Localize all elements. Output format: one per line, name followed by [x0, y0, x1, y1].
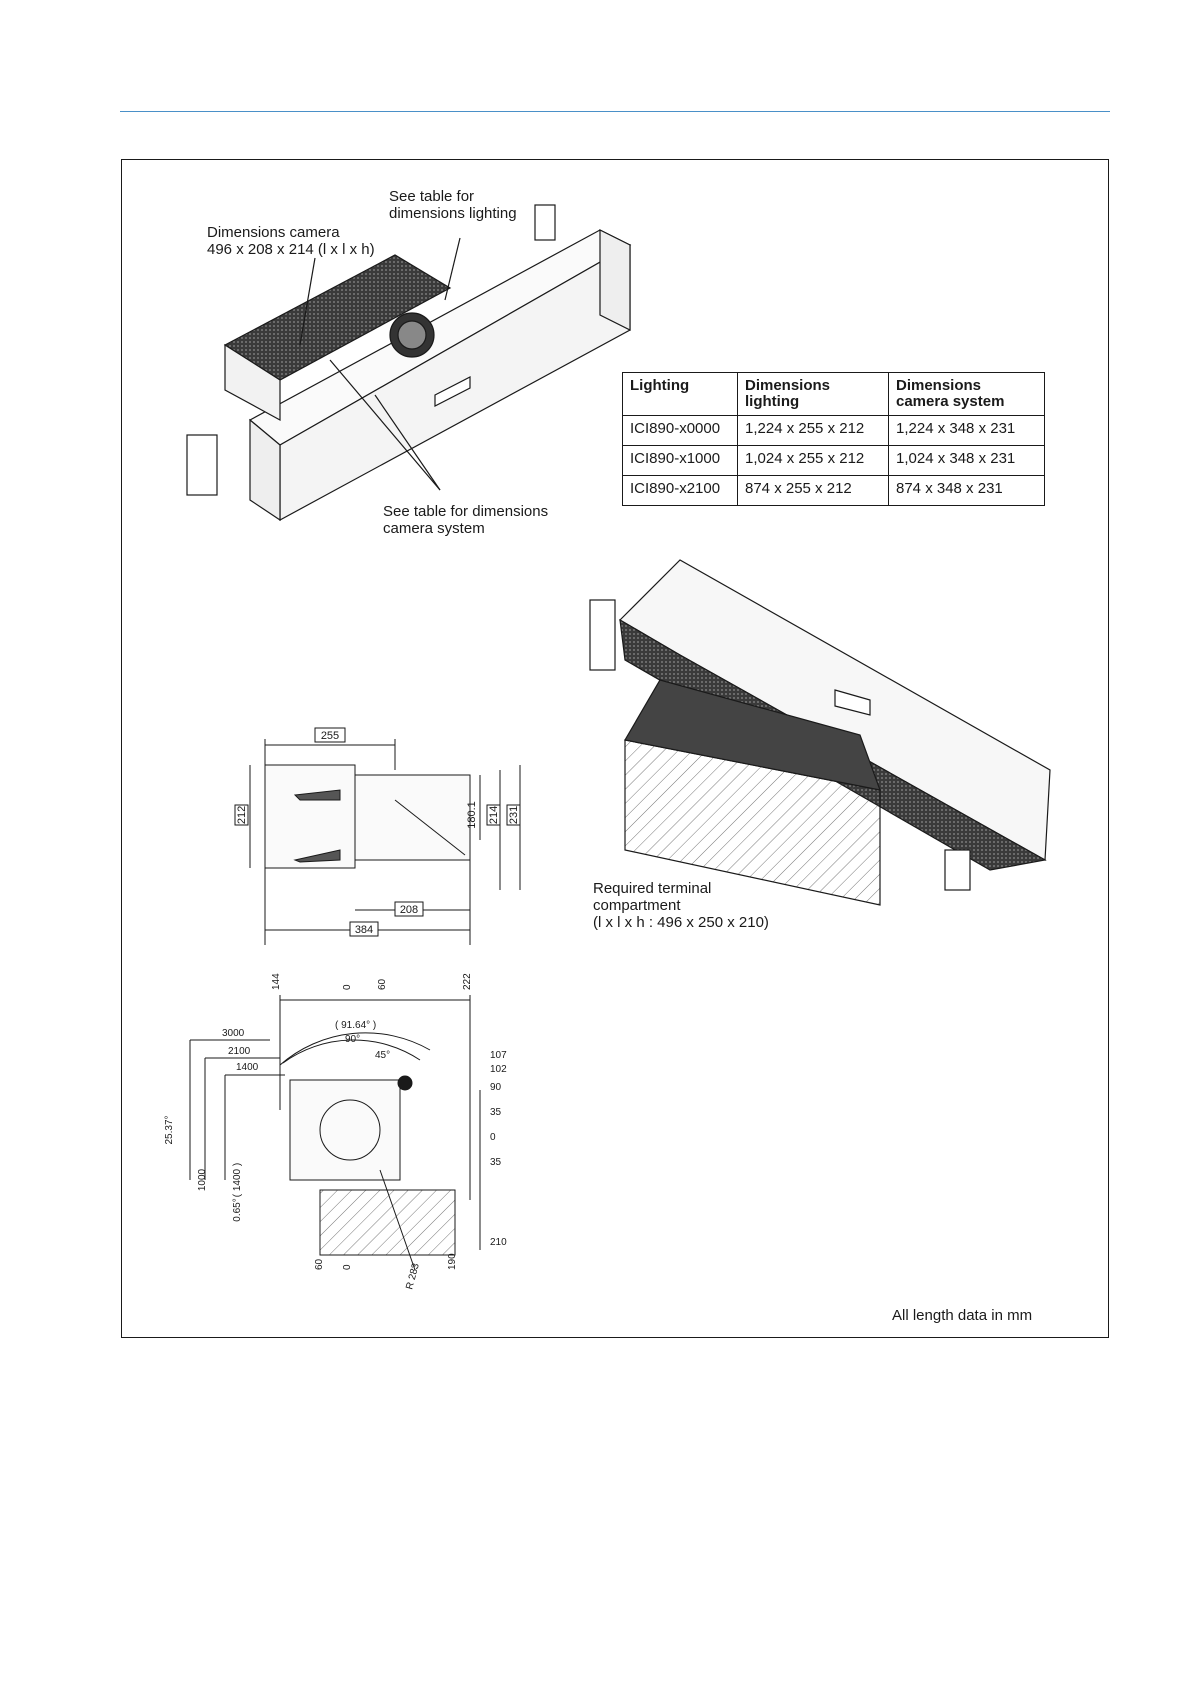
table-cell: 1,224 x 255 x 212 — [738, 416, 889, 446]
dim-1400: 1400 — [236, 1062, 259, 1073]
table-header: Dimensions camera system — [889, 373, 1045, 416]
table-cell: 874 x 255 x 212 — [738, 476, 889, 506]
dim-180: 180.1 — [466, 801, 478, 829]
dim-210: 210 — [490, 1237, 507, 1248]
dim-2100: 2100 — [228, 1046, 251, 1057]
dim-90: 90 — [490, 1082, 502, 1093]
radius-283: R 283 — [404, 1262, 422, 1291]
table-cell: 874 x 348 x 231 — [889, 476, 1045, 506]
callout-lighting-ref: See table for dimensions lighting — [389, 188, 517, 222]
dim-60-top: 60 — [377, 978, 388, 990]
mount-view-labels — [164, 973, 507, 1291]
table-cell: 1,024 x 348 x 231 — [889, 446, 1045, 476]
dim-0-bottom: 0 — [342, 1264, 353, 1270]
dim-255: 255 — [320, 730, 340, 742]
dim-1400-paren: ( 1400 ) — [232, 1162, 243, 1198]
dim-0-top: 0 — [342, 984, 353, 990]
table-cell: 1,224 x 348 x 231 — [889, 416, 1045, 446]
angle-45: 45° — [375, 1050, 391, 1061]
angle-outer: ( 91.64° ) — [335, 1020, 377, 1031]
dim-35-lower: 35 — [490, 1157, 502, 1168]
angle-90: 90° — [345, 1034, 361, 1045]
dim-144: 144 — [271, 973, 282, 990]
angle-25-37: 25.37° — [164, 1115, 175, 1145]
dim-212: 212 — [236, 805, 248, 825]
dim-190: 190 — [447, 1253, 458, 1270]
table-cell: 1,024 x 255 x 212 — [738, 446, 889, 476]
side-view-labels — [235, 728, 520, 936]
dim-1000: 1000 — [197, 1168, 208, 1192]
table-cell: ICI890-x2100 — [623, 476, 738, 506]
callout-terminal-compartment: Required terminal compartment (l x l x h : 496 x 250 x 210) — [593, 880, 769, 931]
callout-camera-dims: Dimensions camera 496 x 208 x 214 (l x l x h) — [207, 224, 375, 258]
table-header: Dimensions lighting — [738, 373, 889, 416]
table-header: Lighting — [623, 373, 738, 416]
callout-camera-system-ref: See table for dimensions camera system — [383, 503, 549, 537]
dim-102: 102 — [490, 1064, 507, 1075]
dim-222: 222 — [462, 973, 473, 990]
dim-208: 208 — [399, 904, 419, 916]
dim-107: 107 — [490, 1050, 507, 1061]
dim-3000: 3000 — [222, 1028, 245, 1039]
angle-0-65: 0.65° — [232, 1198, 243, 1222]
dim-231: 231 — [508, 805, 520, 825]
dim-214: 214 — [488, 805, 500, 825]
table-cell: ICI890-x1000 — [623, 446, 738, 476]
dim-35-upper: 35 — [490, 1107, 502, 1118]
table-cell: ICI890-x0000 — [623, 416, 738, 446]
dim-384: 384 — [354, 924, 374, 936]
dim-0-right: 0 — [490, 1132, 496, 1143]
footnote-units: All length data in mm — [892, 1307, 1033, 1324]
dim-60-bottom: 60 — [314, 1258, 325, 1270]
